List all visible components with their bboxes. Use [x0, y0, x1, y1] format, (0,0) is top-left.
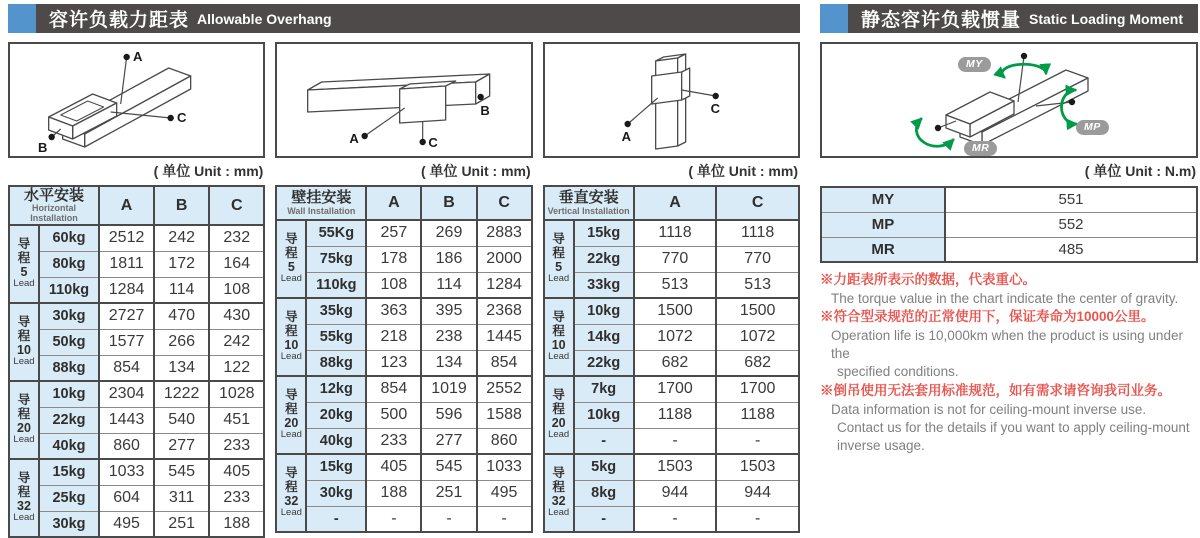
load-cell: 15kg — [574, 220, 634, 246]
note-zh: ※符合型录规范的正常使用下，保证寿命为10000公里。 — [820, 309, 1155, 325]
vertical-installation-table — [543, 185, 800, 533]
badge-my: MY — [958, 57, 991, 72]
load-cell: 15kg — [39, 459, 99, 485]
table-row — [276, 480, 531, 506]
moment-label-my: MY — [821, 187, 945, 212]
note-en: Operation life is 10,000km when the product is using under the — [831, 328, 1183, 362]
section-title-zh: 静态容许负载惯量 — [861, 10, 1022, 31]
note-zh: ※倒吊使用无法套用标准规范，如有需求请咨询我司业务。 — [820, 382, 1171, 398]
point-label-a: A — [621, 129, 632, 144]
column-header-b: B — [154, 186, 209, 225]
value-cell: 1222 — [154, 381, 209, 407]
value-cell: 1588 — [477, 402, 532, 428]
value-cell: 1028 — [209, 381, 264, 407]
load-cell: 33kg — [574, 272, 634, 298]
value-cell: 277 — [154, 433, 209, 459]
table-row — [276, 428, 531, 454]
value-cell: 2727 — [99, 303, 154, 329]
value-cell: 770 — [716, 246, 799, 272]
value-cell: 470 — [154, 303, 209, 329]
moment-rail-drawing — [822, 44, 1196, 156]
vertical-installation-diagram — [543, 42, 800, 158]
value-cell: 500 — [366, 402, 421, 428]
table-row — [544, 428, 799, 454]
column-header-c: C — [209, 186, 264, 225]
value-cell: 164 — [209, 251, 264, 277]
section-header-moment — [820, 4, 1198, 33]
wall-installation-column — [275, 42, 532, 538]
lead-group-label: 导 程 10 Lead — [276, 298, 306, 376]
value-cell: 682 — [634, 350, 717, 376]
moment-axes-diagram — [820, 42, 1198, 158]
value-cell: - — [634, 506, 717, 532]
value-cell: 405 — [366, 454, 421, 480]
value-cell: 1811 — [99, 251, 154, 277]
table-row — [276, 220, 531, 246]
moment-label-mp: MP — [821, 212, 945, 237]
load-cell: 20kg — [306, 402, 366, 428]
table-title: 垂直安装 Vertical Installation — [544, 186, 634, 220]
static-loading-moment-table — [820, 186, 1198, 263]
table-row — [9, 381, 264, 407]
installation-columns — [8, 42, 800, 538]
load-cell: 75kg — [306, 246, 366, 272]
load-cell: 80kg — [39, 251, 99, 277]
value-cell: 944 — [716, 480, 799, 506]
load-cell: 10kg — [574, 402, 634, 428]
notes-list — [820, 271, 1198, 455]
badge-mr: MR — [964, 141, 997, 156]
unit-label-mm: ( 单位 Unit : mm) — [153, 163, 264, 179]
column-header-b: B — [421, 186, 476, 220]
table-row — [821, 212, 1197, 237]
table-row — [276, 246, 531, 272]
value-cell: 1033 — [477, 454, 532, 480]
value-cell: 178 — [366, 246, 421, 272]
value-cell: 1503 — [716, 454, 799, 480]
moment-value-mp: 552 — [945, 212, 1197, 237]
value-cell: 114 — [154, 277, 209, 303]
header-bar — [848, 4, 1198, 33]
value-cell: - — [634, 428, 717, 454]
point-label-b: B — [480, 103, 490, 118]
table-row — [9, 459, 264, 485]
value-cell: - — [366, 506, 421, 532]
lead-group-label: 导 程 32 Lead — [544, 454, 574, 532]
value-cell: 860 — [477, 428, 532, 454]
value-cell: 233 — [209, 485, 264, 511]
vertical-installation-column — [543, 42, 800, 538]
value-cell: 1118 — [634, 220, 717, 246]
value-cell: 232 — [209, 225, 264, 251]
column-header-c: C — [716, 186, 799, 220]
value-cell: 1503 — [634, 454, 717, 480]
load-cell: 110kg — [306, 272, 366, 298]
value-cell: 186 — [421, 246, 476, 272]
lead-group-label: 导 程 20 Lead — [276, 376, 306, 454]
table-row — [276, 350, 531, 376]
table-row — [9, 225, 264, 251]
table-row — [544, 506, 799, 532]
load-cell: 30kg — [39, 303, 99, 329]
value-cell: 1577 — [99, 329, 154, 355]
value-cell: 238 — [421, 324, 476, 350]
value-cell: 134 — [421, 350, 476, 376]
value-cell: 123 — [366, 350, 421, 376]
value-cell: 233 — [209, 433, 264, 459]
lead-group-label: 导 程 5 Lead — [9, 225, 39, 303]
load-cell: 35kg — [306, 298, 366, 324]
section-title-en: Static Loading Moment — [1029, 10, 1184, 27]
value-cell: 860 — [99, 433, 154, 459]
table-row — [276, 376, 531, 402]
value-cell: 1188 — [634, 402, 717, 428]
moment-value-mr: 485 — [945, 237, 1197, 262]
value-cell: 430 — [209, 303, 264, 329]
table-row — [544, 298, 799, 324]
point-label-b: B — [38, 140, 48, 155]
load-cell: 30kg — [306, 480, 366, 506]
wall-table-mount — [275, 185, 532, 533]
value-cell: 188 — [209, 511, 264, 537]
wall-rail-drawing — [277, 44, 530, 156]
load-cell: 22kg — [574, 246, 634, 272]
value-cell: 1445 — [477, 324, 532, 350]
value-cell: 513 — [634, 272, 717, 298]
load-cell: 88kg — [306, 350, 366, 376]
table-row — [821, 187, 1197, 212]
static-loading-moment-section — [820, 4, 1198, 455]
table-row — [9, 511, 264, 537]
note-en: inverse usage. — [837, 437, 925, 453]
section-title-zh: 容许负载力距表 — [49, 10, 190, 31]
value-cell: 854 — [477, 350, 532, 376]
value-cell: 770 — [634, 246, 717, 272]
value-cell: 1700 — [634, 376, 717, 402]
allowable-overhang-section — [8, 4, 800, 538]
unit-label-mm: ( 单位 Unit : mm) — [688, 163, 798, 179]
table-row — [276, 402, 531, 428]
value-cell: 251 — [154, 511, 209, 537]
value-cell: 108 — [209, 277, 264, 303]
value-cell: - — [477, 506, 532, 532]
point-label-a: A — [133, 49, 143, 64]
horizontal-installation-table — [8, 185, 265, 538]
value-cell: - — [716, 506, 799, 532]
horizontal-installation-column — [8, 42, 265, 538]
load-cell: 25kg — [39, 485, 99, 511]
note-en: specified conditions. — [837, 364, 959, 380]
value-cell: - — [421, 506, 476, 532]
horizontal-installation-diagram — [8, 42, 265, 158]
value-cell: 269 — [421, 220, 476, 246]
lead-group-label: 导 程 20 Lead — [9, 381, 39, 459]
value-cell: 1118 — [716, 220, 799, 246]
wall-installation-table — [275, 185, 532, 533]
load-cell: 5kg — [574, 454, 634, 480]
unit-label-nm: ( 单位 Unit : N.m) — [1084, 163, 1196, 179]
value-cell: 2304 — [99, 381, 154, 407]
value-cell: 2368 — [477, 298, 532, 324]
value-cell: 266 — [154, 329, 209, 355]
table-row — [544, 480, 799, 506]
value-cell: 1072 — [634, 324, 717, 350]
value-cell: 363 — [366, 298, 421, 324]
value-cell: 1700 — [716, 376, 799, 402]
load-cell: 40kg — [39, 433, 99, 459]
value-cell: 513 — [716, 272, 799, 298]
wall-installation-diagram — [275, 42, 532, 158]
load-cell: 7kg — [574, 376, 634, 402]
value-cell: 545 — [154, 459, 209, 485]
value-cell: 257 — [366, 220, 421, 246]
table-row — [276, 298, 531, 324]
value-cell: 233 — [366, 428, 421, 454]
value-cell: 122 — [209, 355, 264, 381]
value-cell: 596 — [421, 402, 476, 428]
lead-group-label: 导 程 5 Lead — [544, 220, 574, 298]
table-row — [9, 355, 264, 381]
load-cell: 8kg — [574, 480, 634, 506]
table-row — [544, 454, 799, 480]
value-cell: 854 — [366, 376, 421, 402]
load-cell: 22kg — [574, 350, 634, 376]
table-row — [9, 433, 264, 459]
value-cell: 405 — [209, 459, 264, 485]
load-cell: 10kg — [574, 298, 634, 324]
table-row — [544, 246, 799, 272]
value-cell: 242 — [154, 225, 209, 251]
value-cell: 2552 — [477, 376, 532, 402]
lead-group-label: 导 程 10 Lead — [9, 303, 39, 381]
note-en: The torque value in the chart indicate the center of gravity. — [831, 290, 1179, 306]
value-cell: 451 — [209, 407, 264, 433]
load-cell: 22kg — [39, 407, 99, 433]
load-cell: 55Kg — [306, 220, 366, 246]
table-row — [544, 324, 799, 350]
note-en: Data information is not for ceiling-mount inverse use. — [831, 401, 1147, 417]
value-cell: 134 — [154, 355, 209, 381]
value-cell: 2000 — [477, 246, 532, 272]
value-cell: 1033 — [99, 459, 154, 485]
lead-group-label: 导 程 32 Lead — [9, 459, 39, 537]
lead-group-label: 导 程 20 Lead — [544, 376, 574, 454]
value-cell: 172 — [154, 251, 209, 277]
load-cell: - — [306, 506, 366, 532]
value-cell: 251 — [421, 480, 476, 506]
value-cell: 1443 — [99, 407, 154, 433]
point-label-c: C — [710, 101, 721, 116]
value-cell: 395 — [421, 298, 476, 324]
table-row — [544, 402, 799, 428]
load-cell: 14kg — [574, 324, 634, 350]
value-cell: 682 — [716, 350, 799, 376]
value-cell: 540 — [154, 407, 209, 433]
load-cell: - — [574, 506, 634, 532]
table-row — [544, 220, 799, 246]
value-cell: 1188 — [716, 402, 799, 428]
moment-value-my: 551 — [945, 187, 1197, 212]
column-header-c: C — [477, 186, 532, 220]
value-cell: 604 — [99, 485, 154, 511]
column-header-a: A — [366, 186, 421, 220]
table-row — [276, 324, 531, 350]
load-cell: 10kg — [39, 381, 99, 407]
value-cell: 1500 — [634, 298, 717, 324]
load-cell: 110kg — [39, 277, 99, 303]
table-title: 壁挂安装 Wall Installation — [276, 186, 366, 220]
table-row — [9, 329, 264, 355]
table-row — [9, 407, 264, 433]
table-title: 水平安装 Horizontal Installation — [9, 186, 99, 225]
section-title-en: Allowable Overhang — [197, 10, 332, 27]
table-row — [544, 350, 799, 376]
value-cell: 2883 — [477, 220, 532, 246]
value-cell: 114 — [421, 272, 476, 298]
value-cell: 218 — [366, 324, 421, 350]
table-row — [276, 506, 531, 532]
table-row — [9, 303, 264, 329]
value-cell: 1019 — [421, 376, 476, 402]
value-cell: 1072 — [716, 324, 799, 350]
note-zh: ※力距表所表示的数据，代表重心。 — [820, 272, 1036, 287]
lead-group-label: 导 程 5 Lead — [276, 220, 306, 298]
value-cell: 311 — [154, 485, 209, 511]
value-cell: - — [716, 428, 799, 454]
value-cell: 545 — [421, 454, 476, 480]
value-cell: 495 — [477, 480, 532, 506]
load-cell: 60kg — [39, 225, 99, 251]
column-header-a: A — [99, 186, 154, 225]
value-cell: 495 — [99, 511, 154, 537]
point-label-c: C — [177, 110, 187, 125]
blue-square-marker — [8, 4, 36, 33]
point-label-c: C — [428, 135, 438, 150]
table-row — [544, 376, 799, 402]
moment-label-mr: MR — [821, 237, 945, 262]
value-cell: 108 — [366, 272, 421, 298]
load-cell: 12kg — [306, 376, 366, 402]
table-row — [9, 485, 264, 511]
load-cell: 40kg — [306, 428, 366, 454]
table-row — [276, 454, 531, 480]
column-header-a: A — [634, 186, 717, 220]
lead-group-label: 导 程 10 Lead — [544, 298, 574, 376]
horizontal-table-mount — [8, 185, 265, 538]
load-cell: 50kg — [39, 329, 99, 355]
value-cell: 1284 — [99, 277, 154, 303]
point-label-a: A — [349, 131, 359, 146]
value-cell: 1500 — [716, 298, 799, 324]
load-cell: 30kg — [39, 511, 99, 537]
lead-group-label: 导 程 32 Lead — [276, 454, 306, 532]
value-cell: 242 — [209, 329, 264, 355]
unit-label-mm: ( 单位 Unit : mm) — [421, 163, 531, 179]
table-row — [276, 272, 531, 298]
load-cell: 88kg — [39, 355, 99, 381]
table-row — [821, 237, 1197, 262]
table-row — [9, 251, 264, 277]
badge-mp: MP — [1076, 120, 1109, 135]
load-cell: - — [574, 428, 634, 454]
value-cell: 1284 — [477, 272, 532, 298]
vertical-rail-drawing — [545, 44, 798, 156]
value-cell: 188 — [366, 480, 421, 506]
value-cell: 944 — [634, 480, 717, 506]
note-en: Contact us for the details if you want to apply ceiling-mount — [837, 419, 1190, 435]
value-cell: 854 — [99, 355, 154, 381]
load-cell: 15kg — [306, 454, 366, 480]
load-cell: 55kg — [306, 324, 366, 350]
vertical-table-mount — [543, 185, 800, 533]
value-cell: 277 — [421, 428, 476, 454]
table-row — [544, 272, 799, 298]
section-header-overhang — [8, 4, 800, 33]
blue-square-marker — [820, 4, 848, 33]
table-row — [9, 277, 264, 303]
header-bar — [36, 4, 800, 33]
value-cell: 2512 — [99, 225, 154, 251]
